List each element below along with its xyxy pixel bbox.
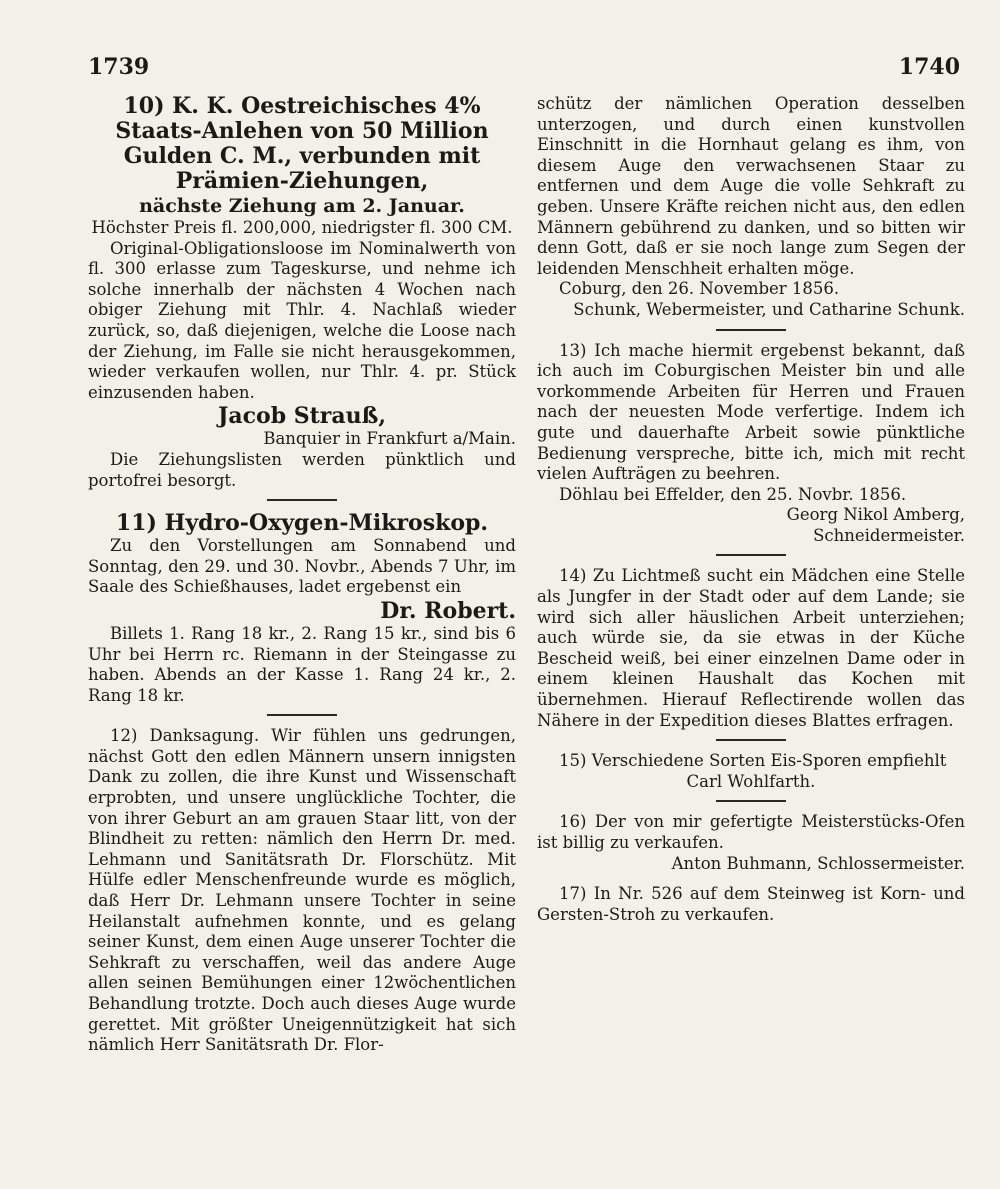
divider: [716, 739, 786, 741]
ad12-continuation: schütz der nämlichen Operation desselben unterzogen, und durch einen kunstvollen Einschnitt in die Hornhaut gelang es ihm, von diesem Auge den verwachsenen Staar zu entfernen und dem Auge die volle Sehkraft zu geben. Unsere Kräfte reichen nicht aus, den edlen Männern gebührend zu danken, und so bitten wir denn Gott, daß er sie noch lange zum Segen der leidenden Menschheit erhalten möge.: [537, 94, 965, 278]
ad15-body: 15) Verschiedene Sorten Eis-Sporen empfiehlt: [559, 751, 947, 771]
divider: [716, 554, 786, 556]
ad11-tickets: Billets 1. Rang 18 kr., 2. Rang 15 kr., sind bis 6 Uhr bei Herrn rc. Riemann in der Steingasse zu haben. Abends an der Kasse 1. Rang 24 kr., 2. Rang 18 kr.: [88, 623, 516, 705]
ad15-name: Carl Wohlfarth.: [686, 771, 816, 791]
ad10-prices: Höchster Preis fl. 200,000, niedrigster fl. 300 CM.: [91, 218, 513, 237]
ad13-body: 13) Ich mache hiermit ergebenst bekannt, daß ich auch im Coburgischen Meister bin und alle vorkommende Arbeiten für Herren und Frauen nach der neuesten Mode verfertige. Indem ich gute und dauerhafte Arbeit sowie pünktliche Bedienung verspreche, bitte ich, mich mit recht vielen Aufträgen zu beehren.: [537, 340, 965, 484]
left-column: [88, 94, 516, 1056]
divider: [267, 714, 337, 716]
divider: [716, 800, 786, 802]
ad16-body: 16) Der von mir gefertigte Meisterstücks-Ofen ist billig zu verkaufen.: [537, 812, 965, 852]
ad13-role: Schneidermeister.: [813, 525, 965, 545]
ad10-name: Jacob Strauß,: [217, 403, 387, 430]
ad13-name: Georg Nikol Amberg,: [786, 505, 965, 525]
ad10-note: Die Ziehungslisten werden pünktlich und portofrei besorgt.: [88, 449, 516, 490]
ad10-body: Original-Obligationsloose im Nominalwerth von fl. 300 erlasse zum Tageskurse, und nehme ich solche innerhalb der nächsten 4 Wochen nach obiger Ziehung mit Thlr. 4. Nachlaß wieder zurück, so, daß diejenigen, welche die Loose nach der Ziehung, im Falle sie nicht herausgekommen, wieder verkaufen wollen, nur Thlr. 4. pr. Stück einzusenden haben.: [88, 238, 516, 402]
ad12-signers: Schunk, Webermeister, und Catharine Schunk.: [573, 299, 965, 319]
divider: [267, 499, 337, 501]
page-number-left: 1739: [88, 54, 150, 80]
ad12-place-date: Coburg, den 26. November 1856.: [559, 279, 840, 299]
ad17-body: 17) In Nr. 526 auf dem Steinweg ist Korn- und Gersten-Stroh zu verkaufen.: [537, 884, 965, 924]
ad10-role: Banquier in Frankfurt a/Main.: [263, 429, 516, 449]
ad11-body: Zu den Vorstellungen am Sonnabend und Sonntag, den 29. und 30. Novbr., Abends 7 Uhr, im Saale des Schießhauses, ladet ergebenst ein: [88, 536, 516, 597]
ad12-body: 12) Danksagung. Wir fühlen uns gedrungen, nächst Gott den edlen Männern unsern innigsten Dank zu zollen, die ihre Kunst und Wissenschaft erprobten, und unsere unglückliche Tochter, die von ihrer Geburt an am grauen Staar litt, von der Blindheit zu retten: nämlich den Herrn Dr. med. Lehmann und Sanitätsrath Dr. Florschütz. Mit Hülfe edler Menschenfreunde wurde es möglich, daß Herr Dr. Lehmann unsere Tochter in seine Heilanstalt aufnehmen konnte, und es gelang seiner Kunst, dem einen Auge unserer Tochter die Sehkraft zu verschaffen, weil das andere Auge allen seinen Bemühungen einer 12wöchentlichen Behandlung trotzte. Doch auch dieses Auge wurde gerettet. Mit größter Uneigennützigkeit hat sich nämlich Herr Sanitätsrath Dr. Flor-: [88, 726, 516, 1055]
ad11-name: Dr. Robert.: [380, 597, 516, 624]
ad16-name: Anton Buhmann, Schlossermeister.: [671, 853, 965, 873]
right-column: [537, 94, 965, 925]
spacer: [537, 874, 965, 884]
divider: [716, 329, 786, 331]
page-number-right: 1740: [898, 54, 960, 80]
ad10-next-draw: nächste Ziehung am 2. Januar.: [139, 195, 465, 217]
ad13-place-date: Döhlau bei Effelder, den 25. Novbr. 1856.: [559, 484, 907, 504]
ad10-title: 10) K. K. Oestreichisches 4% Staats-Anlehen von 50 Million Gulden C. M., verbunden mit Prämien-Ziehungen,: [115, 93, 489, 194]
ad14-body: 14) Zu Lichtmeß sucht ein Mädchen eine Stelle als Jungfer in der Stadt oder auf dem Lande; sie wird sich aller häuslichen Arbeit unterziehen; auch würde sie, da sie etwas in der Küche Bescheid weiß, bei einer einzelnen Dame oder in einem kleinen Haushalt das Kochen mit übernehmen. Hierauf Reflectirende wollen das Nähere in der Expedition dieses Blattes erfragen.: [537, 566, 965, 730]
ad11-title: 11) Hydro-Oxygen-Mikroskop.: [115, 510, 489, 537]
